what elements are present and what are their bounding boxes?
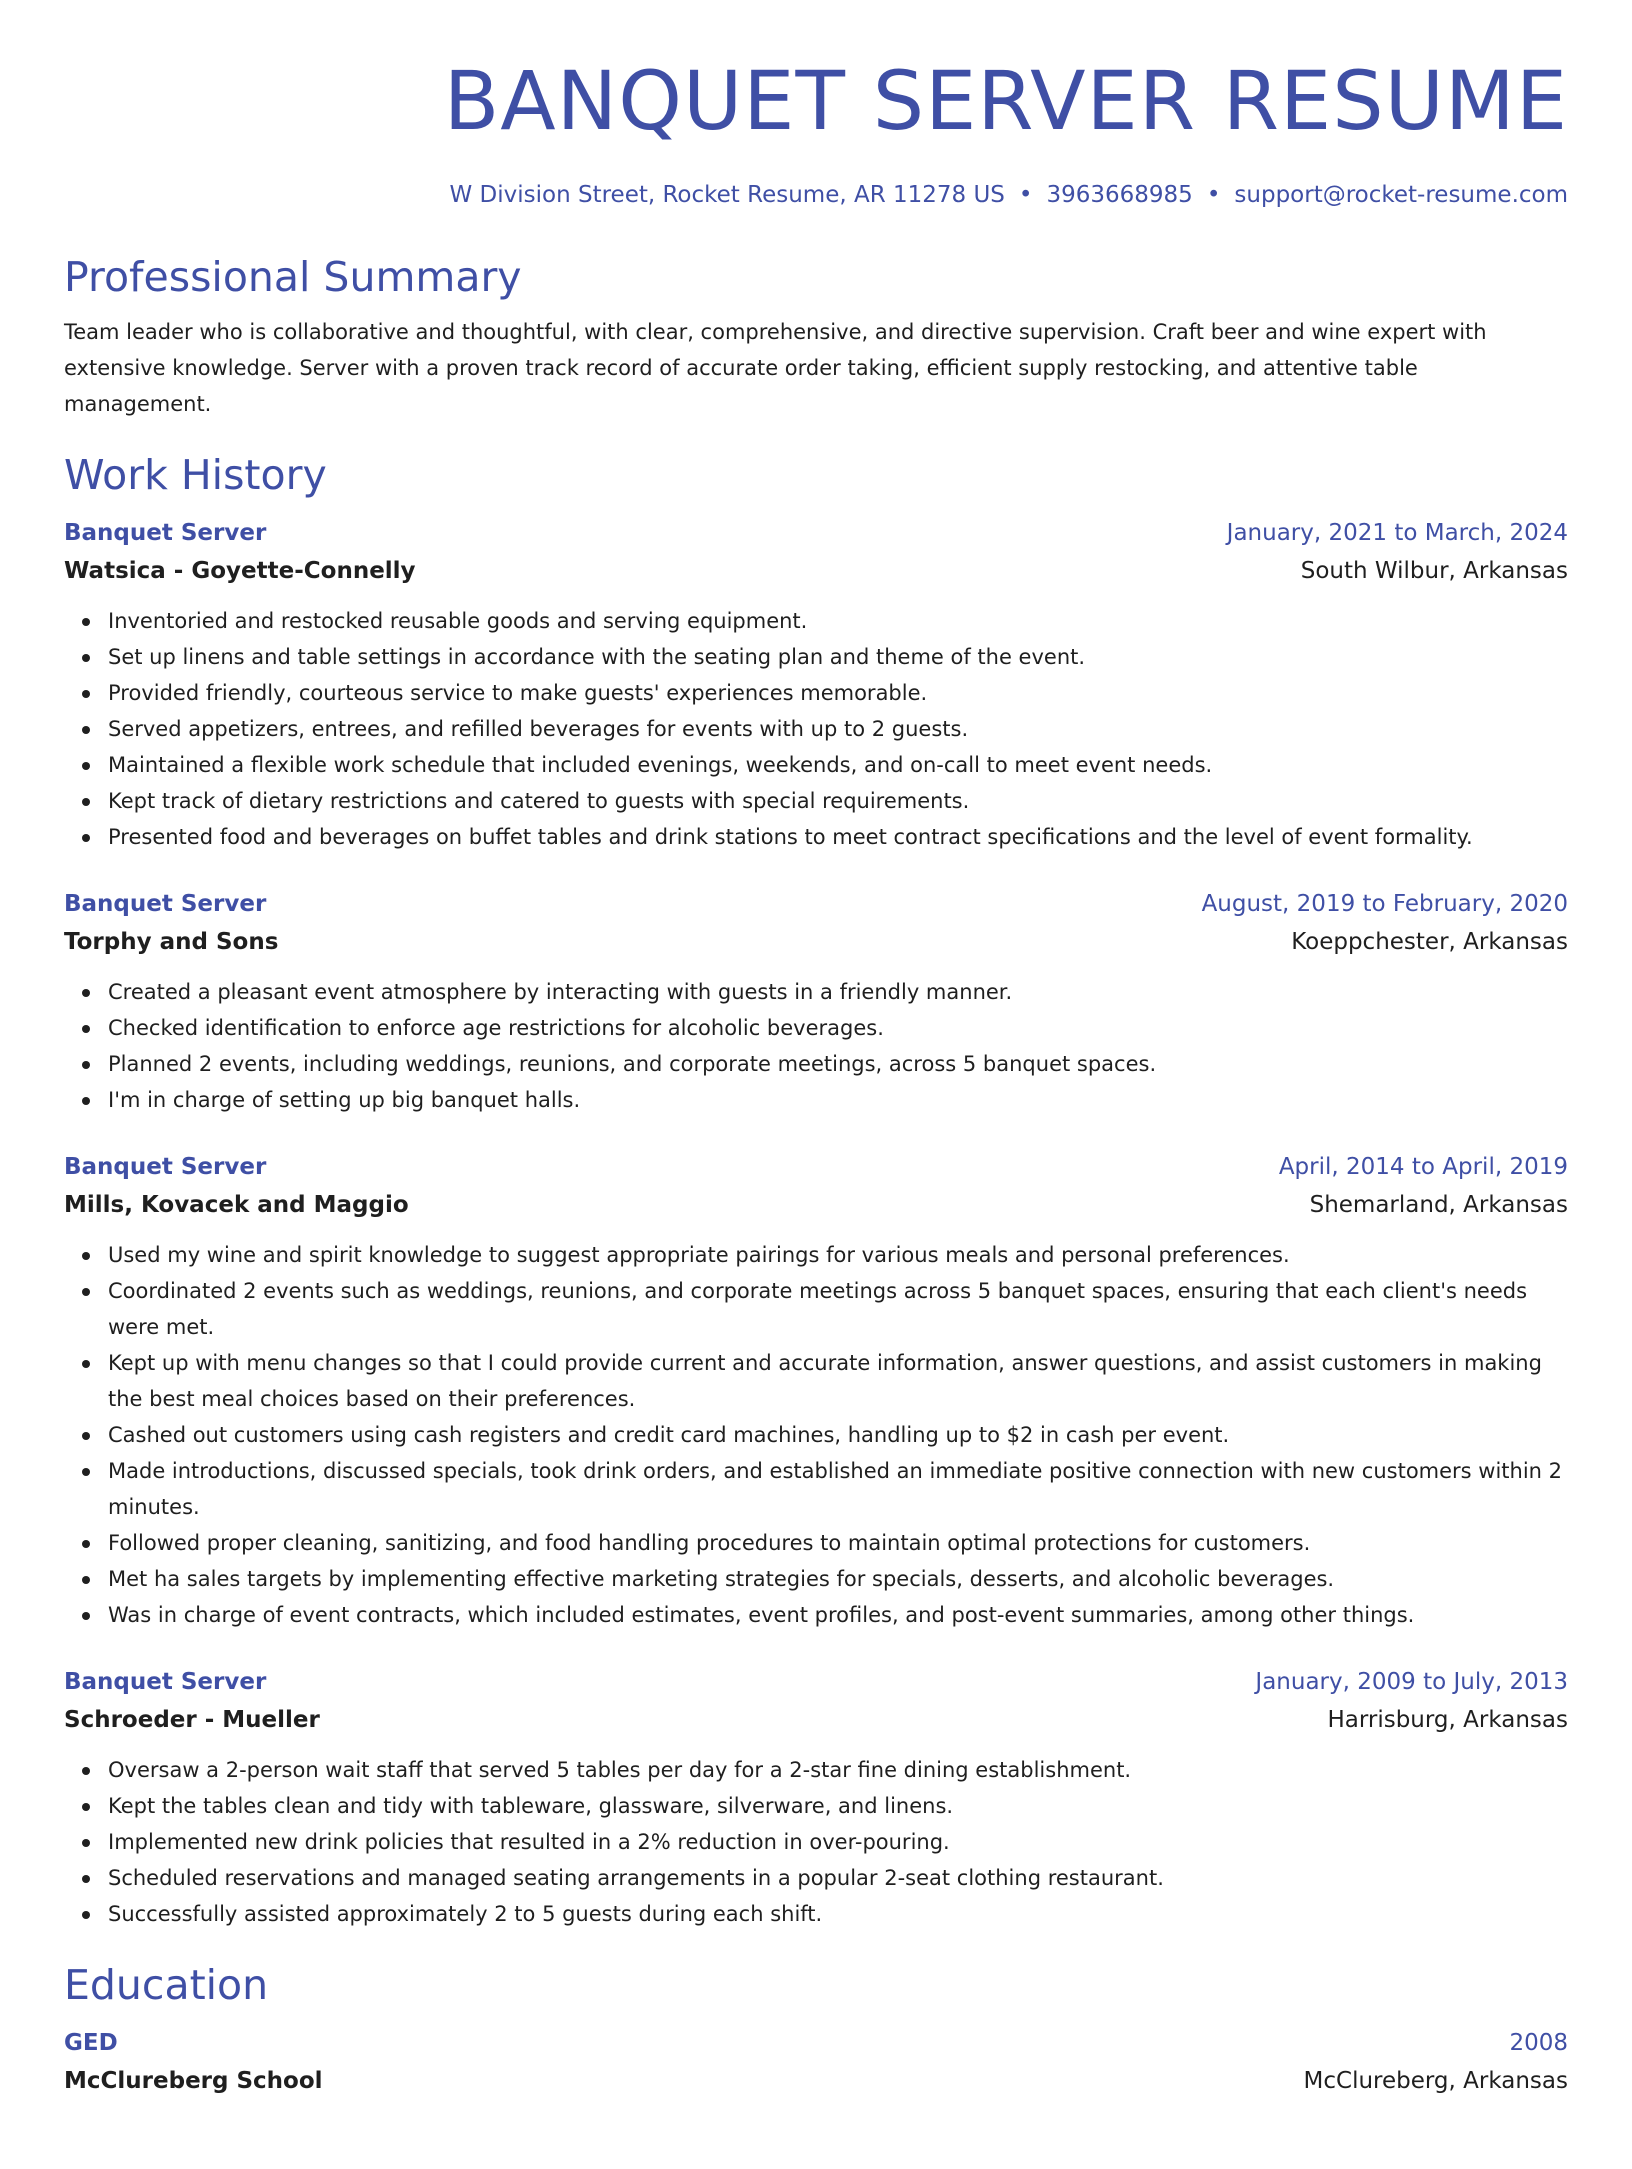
job-bullet-item: Implemented new drink policies that resulted in a 2% reduction in over-pouring. — [108, 1824, 1568, 1860]
job-bullet-item: Served appetizers, entrees, and refilled beverages for events with up to 2 guests. — [108, 711, 1568, 747]
job-dates: April, 2014 to April, 2019 — [1278, 1154, 1568, 1180]
education-list — [64, 2024, 1568, 2100]
work-history-list — [64, 514, 1568, 1932]
job-bullet-item: Scheduled reservations and managed seating arrangements in a popular 2-seat clothing restaurant. — [108, 1860, 1568, 1896]
job-dates: January, 2009 to July, 2013 — [1255, 1669, 1568, 1695]
job-employer: Watsica - Goyette-Connelly — [64, 558, 416, 584]
job-title: Banquet Server — [64, 1669, 267, 1695]
job-bullet-list — [64, 1752, 1568, 1932]
resume-title: BANQUET SERVER RESUME — [443, 55, 1568, 149]
job-employer-row — [64, 1186, 1568, 1224]
contact-separator: • — [1018, 182, 1033, 208]
education-heading: Education — [64, 1961, 269, 2009]
contact-phone: 3963668985 — [1046, 182, 1193, 208]
work-history-heading: Work History — [64, 451, 327, 499]
job-bullet-item: Made introductions, discussed specials, took drink orders, and established an immediate positive connection with new customers within 2 minutes. — [108, 1453, 1568, 1525]
job-bullet-item: Followed proper cleaning, sanitizing, and food handling procedures to maintain optimal protections for customers. — [108, 1525, 1568, 1561]
job-bullet-item: Planned 2 events, including weddings, reunions, and corporate meetings, across 5 banquet spaces. — [108, 1046, 1568, 1082]
job-employer-row — [64, 1701, 1568, 1739]
job-employer: Mills, Kovacek and Maggio — [64, 1192, 409, 1218]
job-bullet-item: Presented food and beverages on buffet tables and drink stations to meet contract specifications and the level of event formality. — [108, 819, 1568, 855]
job-bullet-item: Coordinated 2 events such as weddings, reunions, and corporate meetings across 5 banquet spaces, ensuring that each client's needs were met. — [108, 1273, 1568, 1345]
education-location: McClureberg, Arkansas — [1303, 2068, 1568, 2094]
job-bullet-item: Set up linens and table settings in accordance with the seating plan and theme of the event. — [108, 639, 1568, 675]
education-degree: GED — [64, 2030, 118, 2056]
job-bullet-item: Kept the tables clean and tidy with tableware, glassware, silverware, and linens. — [108, 1788, 1568, 1824]
job-bullet-item: Maintained a flexible work schedule that included evenings, weekends, and on-call to meet event needs. — [108, 747, 1568, 783]
contact-address: W Division Street, Rocket Resume, AR 11278 US — [449, 182, 1005, 208]
job-employer-row — [64, 923, 1568, 961]
job-bullet-item: Used my wine and spirit knowledge to suggest appropriate pairings for various meals and personal preferences. — [108, 1237, 1568, 1273]
education-year: 2008 — [1509, 2030, 1568, 2056]
job-title: Banquet Server — [64, 1154, 267, 1180]
job-entry — [64, 1148, 1568, 1633]
job-employer: Schroeder - Mueller — [64, 1707, 320, 1733]
job-entry — [64, 1663, 1568, 1932]
job-title: Banquet Server — [64, 520, 267, 546]
job-location: South Wilbur, Arkansas — [1300, 558, 1568, 584]
job-employer-row — [64, 552, 1568, 590]
job-title: Banquet Server — [64, 891, 267, 917]
job-location: Shemarland, Arkansas — [1309, 1192, 1568, 1218]
job-header-row — [64, 514, 1568, 552]
education-school: McClureberg School — [64, 2068, 323, 2094]
contact-email[interactable]: support@rocket-resume.com — [1234, 182, 1568, 208]
job-bullet-item: Cashed out customers using cash registers and credit card machines, handling up to $2 in cash per event. — [108, 1417, 1568, 1453]
job-bullet-item: Was in charge of event contracts, which included estimates, event profiles, and post-event summaries, among other things. — [108, 1597, 1568, 1633]
job-header-row — [64, 885, 1568, 923]
education-entry — [64, 2024, 1568, 2100]
job-header-row — [64, 1663, 1568, 1701]
job-location: Harrisburg, Arkansas — [1327, 1707, 1568, 1733]
job-entry — [64, 885, 1568, 1118]
contact-line — [64, 180, 1568, 210]
job-bullet-list — [64, 1237, 1568, 1633]
job-employer: Torphy and Sons — [64, 929, 279, 955]
contact-separator: • — [1206, 182, 1221, 208]
job-bullet-item: I'm in charge of setting up big banquet halls. — [108, 1082, 1568, 1118]
education-school-row — [64, 2062, 1568, 2100]
job-bullet-list — [64, 974, 1568, 1118]
job-location: Koeppchester, Arkansas — [1291, 929, 1568, 955]
job-bullet-item: Created a pleasant event atmosphere by interacting with guests in a friendly manner. — [108, 974, 1568, 1010]
job-bullet-item: Inventoried and restocked reusable goods and serving equipment. — [108, 603, 1568, 639]
job-bullet-item: Provided friendly, courteous service to make guests' experiences memorable. — [108, 675, 1568, 711]
summary-text: Team leader who is collaborative and thoughtful, with clear, comprehensive, and directive supervision. Craft beer and wine expert with extensive knowledge. Server with a proven track record of accurate order taking, efficient supply restocking, and attentive table management. — [64, 320, 1487, 416]
resume-page — [0, 57, 1632, 2169]
job-bullet-item: Kept up with menu changes so that I could provide current and accurate information, answer questions, and assist customers in making the best meal choices based on their preferences. — [108, 1345, 1568, 1417]
job-bullet-list — [64, 603, 1568, 855]
summary-heading: Professional Summary — [64, 253, 522, 301]
job-bullet-item: Successfully assisted approximately 2 to 5 guests during each shift. — [108, 1896, 1568, 1932]
job-bullet-item: Checked identification to enforce age restrictions for alcoholic beverages. — [108, 1010, 1568, 1046]
job-bullet-item: Kept track of dietary restrictions and catered to guests with special requirements. — [108, 783, 1568, 819]
job-dates: January, 2021 to March, 2024 — [1226, 520, 1568, 546]
job-dates: August, 2019 to February, 2020 — [1201, 891, 1568, 917]
job-entry — [64, 514, 1568, 855]
job-bullet-item: Met ha sales targets by implementing effective marketing strategies for specials, desserts, and alcoholic beverages. — [108, 1561, 1568, 1597]
job-bullet-item: Oversaw a 2-person wait staff that served 5 tables per day for a 2-star fine dining establishment. — [108, 1752, 1568, 1788]
job-header-row — [64, 1148, 1568, 1186]
education-header-row — [64, 2024, 1568, 2062]
